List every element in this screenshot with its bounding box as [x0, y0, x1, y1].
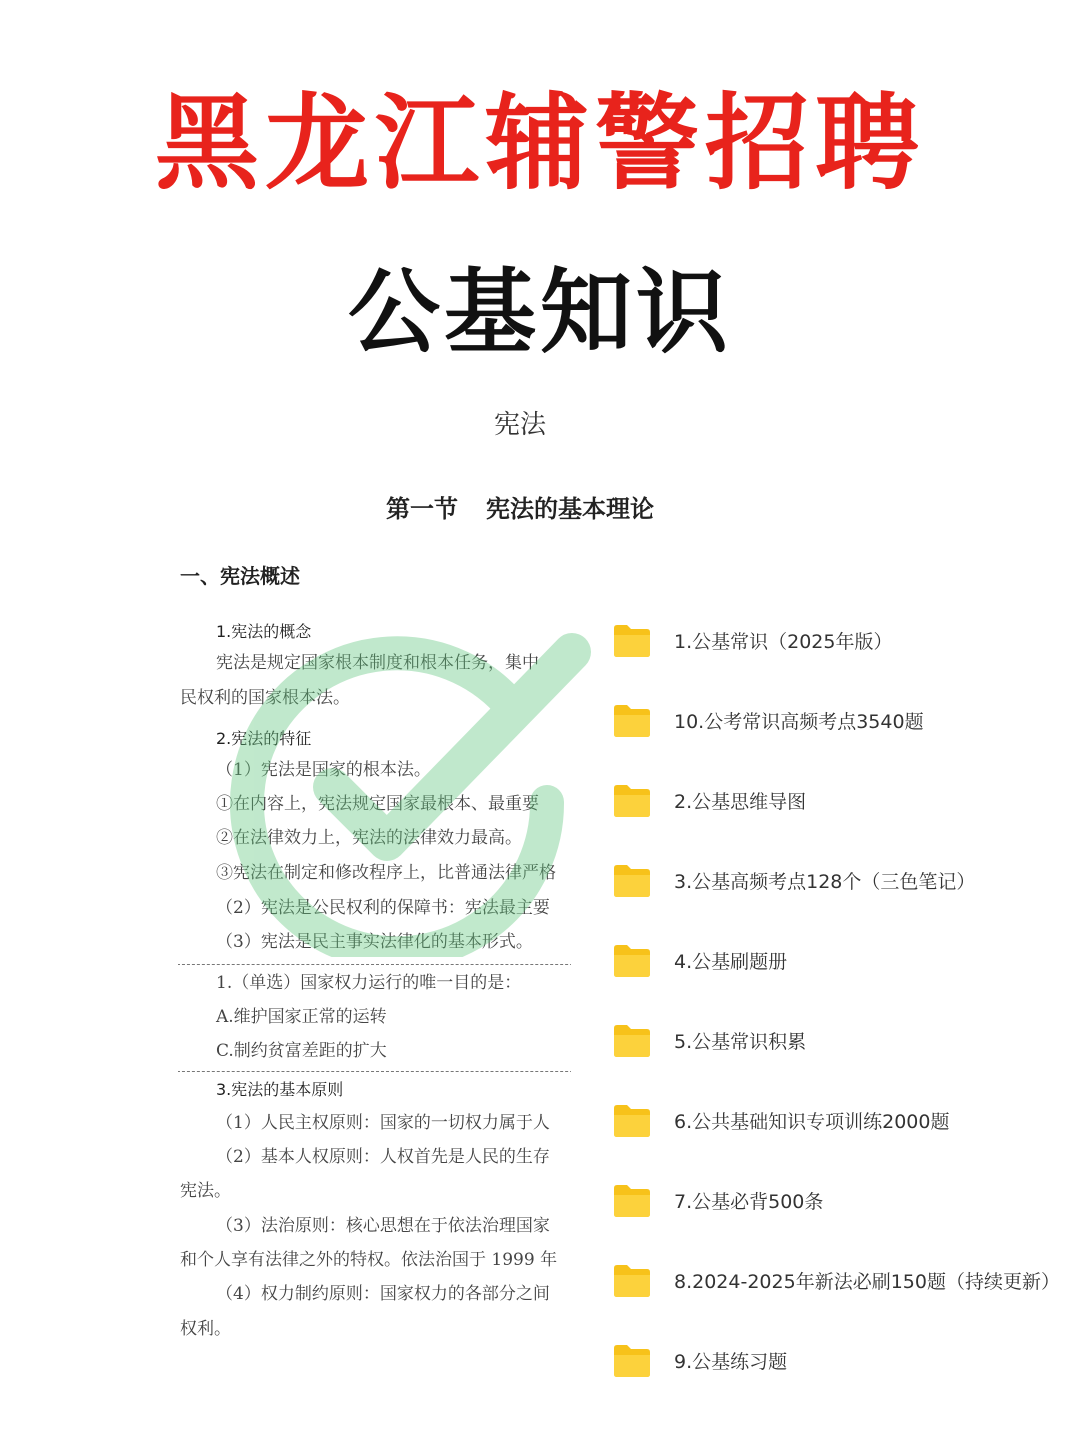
folder-label: 1.公基常识（2025年版）	[674, 630, 893, 653]
body-line: （1）人民主权原则：国家的一切权力属于人	[216, 1113, 550, 1133]
section-title	[0, 492, 1040, 526]
subheading-features: 2.宪法的特征	[216, 729, 312, 748]
quiz-option: A.维护国家正常的运转	[216, 1007, 387, 1027]
folder-label: 2.公基思维导图	[674, 790, 807, 813]
folder-item[interactable]	[612, 1250, 1080, 1310]
folder-item[interactable]	[612, 1010, 1080, 1070]
folder-icon	[612, 862, 652, 898]
body-line: 权利。	[180, 1319, 231, 1339]
folder-label: 3.公基高频考点128个（三色笔记）	[674, 870, 976, 893]
folder-label: 9.公基练习题	[674, 1350, 788, 1373]
folder-icon	[612, 622, 652, 658]
folder-item[interactable]	[612, 1170, 1080, 1230]
subheading-concept: 1.宪法的概念	[216, 622, 312, 641]
folder-item[interactable]	[612, 610, 1080, 670]
body-line: （4）权力制约原则：国家权力的各部分之间	[216, 1284, 550, 1304]
body-line: 宪法。	[180, 1181, 231, 1201]
section-number: 第一节	[386, 495, 458, 523]
folder-list	[612, 600, 1080, 1420]
quiz-option: C.制约贫富差距的扩大	[216, 1041, 387, 1061]
sub-title: 公基知识	[347, 259, 732, 366]
body-line: 和个人享有法律之外的特权。依法治国于 1999 年	[180, 1250, 558, 1270]
folder-item[interactable]	[612, 770, 1080, 830]
folder-item[interactable]	[612, 850, 1080, 910]
body-line: （2）宪法是公民权利的保障书：宪法最主要	[216, 898, 550, 918]
folder-label: 6.公共基础知识专项训练2000题	[674, 1110, 950, 1133]
body-line: （3）法治原则：核心思想在于依法治理国家	[216, 1216, 550, 1236]
body-line: ①在内容上，宪法规定国家最根本、最重要	[216, 794, 539, 814]
folder-icon	[612, 1342, 652, 1378]
folder-label: 7.公基必背500条	[674, 1190, 824, 1213]
folder-icon	[612, 782, 652, 818]
folder-item[interactable]	[612, 1090, 1080, 1150]
folder-icon	[612, 702, 652, 738]
folder-label: 5.公基常识积累	[674, 1030, 807, 1053]
folder-label: 4.公基刷题册	[674, 950, 788, 973]
folder-item[interactable]	[612, 1330, 1080, 1390]
body-line: 宪法是规定国家根本制度和根本任务，集中	[216, 653, 539, 673]
body-line: 民权利的国家根本法。	[180, 688, 350, 708]
quiz-question: 1.（单选）国家权力运行的唯一目的是：	[216, 973, 522, 993]
folder-icon	[612, 1262, 652, 1298]
folder-item[interactable]	[612, 930, 1080, 990]
folder-icon	[612, 942, 652, 978]
folder-label: 10.公考常识高频考点3540题	[674, 710, 924, 733]
folder-icon	[612, 1182, 652, 1218]
body-line: （1）宪法是国家的根本法。	[216, 760, 431, 780]
checkmark-circle-icon	[212, 612, 597, 957]
main-title: 黑龙江辅警招聘	[154, 82, 925, 204]
document-title: 宪法	[493, 410, 546, 440]
folder-label: 8.2024-2025年新法必刷150题（持续更新）	[674, 1270, 1060, 1293]
folder-icon	[612, 1022, 652, 1058]
body-line: ③宪法在制定和修改程序上，比普通法律严格	[216, 863, 556, 883]
folder-icon	[612, 1102, 652, 1138]
section-name: 宪法的基本理论	[486, 495, 654, 523]
heading-constitution-overview: 一、宪法概述	[180, 564, 300, 588]
body-line: （2）基本人权原则：人权首先是人民的生存	[216, 1147, 550, 1167]
body-line: （3）宪法是民主事实法律化的基本形式。	[216, 932, 533, 952]
folder-item[interactable]	[612, 690, 1080, 750]
body-line: ②在法律效力上，宪法的法律效力最高。	[216, 828, 522, 848]
subheading-principles: 3.宪法的基本原则	[216, 1080, 344, 1099]
